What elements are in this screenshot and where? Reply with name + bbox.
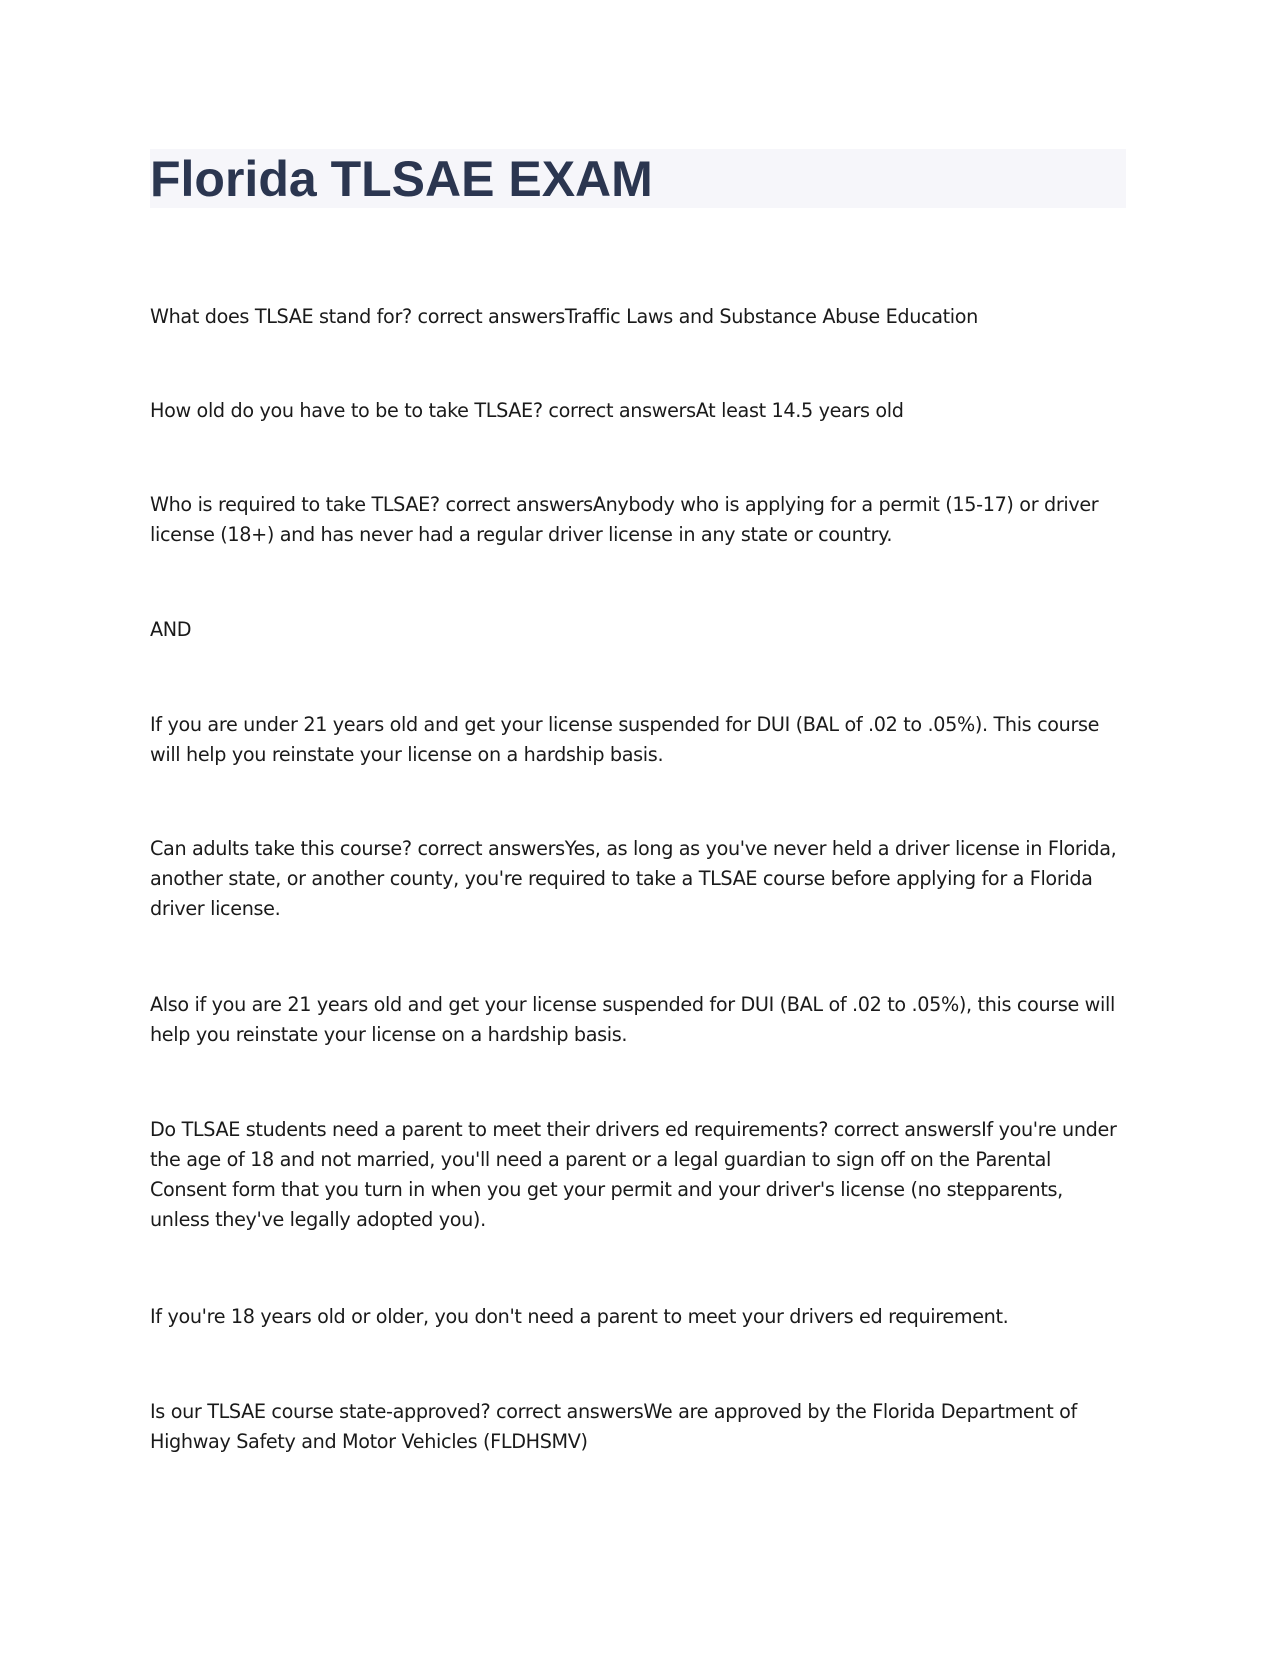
paragraph-state-approved: Is our TLSAE course state-approved? correct answersWe are approved by the Florida Department of Highway Safety and Motor Vehicles (FLDHSMV) xyxy=(150,1400,1077,1453)
paragraph-age-requirement: How old do you have to be to take TLSAE? correct answersAt least 14.5 years old xyxy=(150,399,904,422)
paragraph-parent-requirement: Do TLSAE students need a parent to meet their drivers ed requirements? correct answersIf you're under the age of 18 and not married, you'll need a parent or a legal guardian to sign off on the Parental Consent form that you turn in when you get your permit and your driver's license (no stepparents, unless they've legally adopted you). xyxy=(150,1118,1117,1231)
paragraph-under-21-dui: If you are under 21 years old and get your license suspended for DUI (BAL of .02 to .05%). This course will help you reinstate your license on a hardship basis. xyxy=(150,713,1100,766)
paragraph-and: AND xyxy=(150,618,192,641)
paragraph-adults: Can adults take this course? correct answersYes, as long as you've never held a driver license in Florida, another state, or another county, you're required to take a TLSAE course before applying for a Florida driver license. xyxy=(150,837,1117,920)
paragraph-18-or-older: If you're 18 years old or older, you don't need a parent to meet your drivers ed requirement. xyxy=(150,1305,1009,1328)
document-title: Florida TLSAE EXAM xyxy=(150,151,653,207)
paragraph-tlsae-meaning: What does TLSAE stand for? correct answersTraffic Laws and Substance Abuse Education xyxy=(150,305,978,328)
paragraph-21-dui: Also if you are 21 years old and get your license suspended for DUI (BAL of .02 to .05%), this course will help you reinstate your license on a hardship basis. xyxy=(150,993,1115,1046)
paragraph-who-required: Who is required to take TLSAE? correct answersAnybody who is applying for a permit (15-17) or driver license (18+) and has never had a regular driver license in any state or country. xyxy=(150,493,1099,546)
